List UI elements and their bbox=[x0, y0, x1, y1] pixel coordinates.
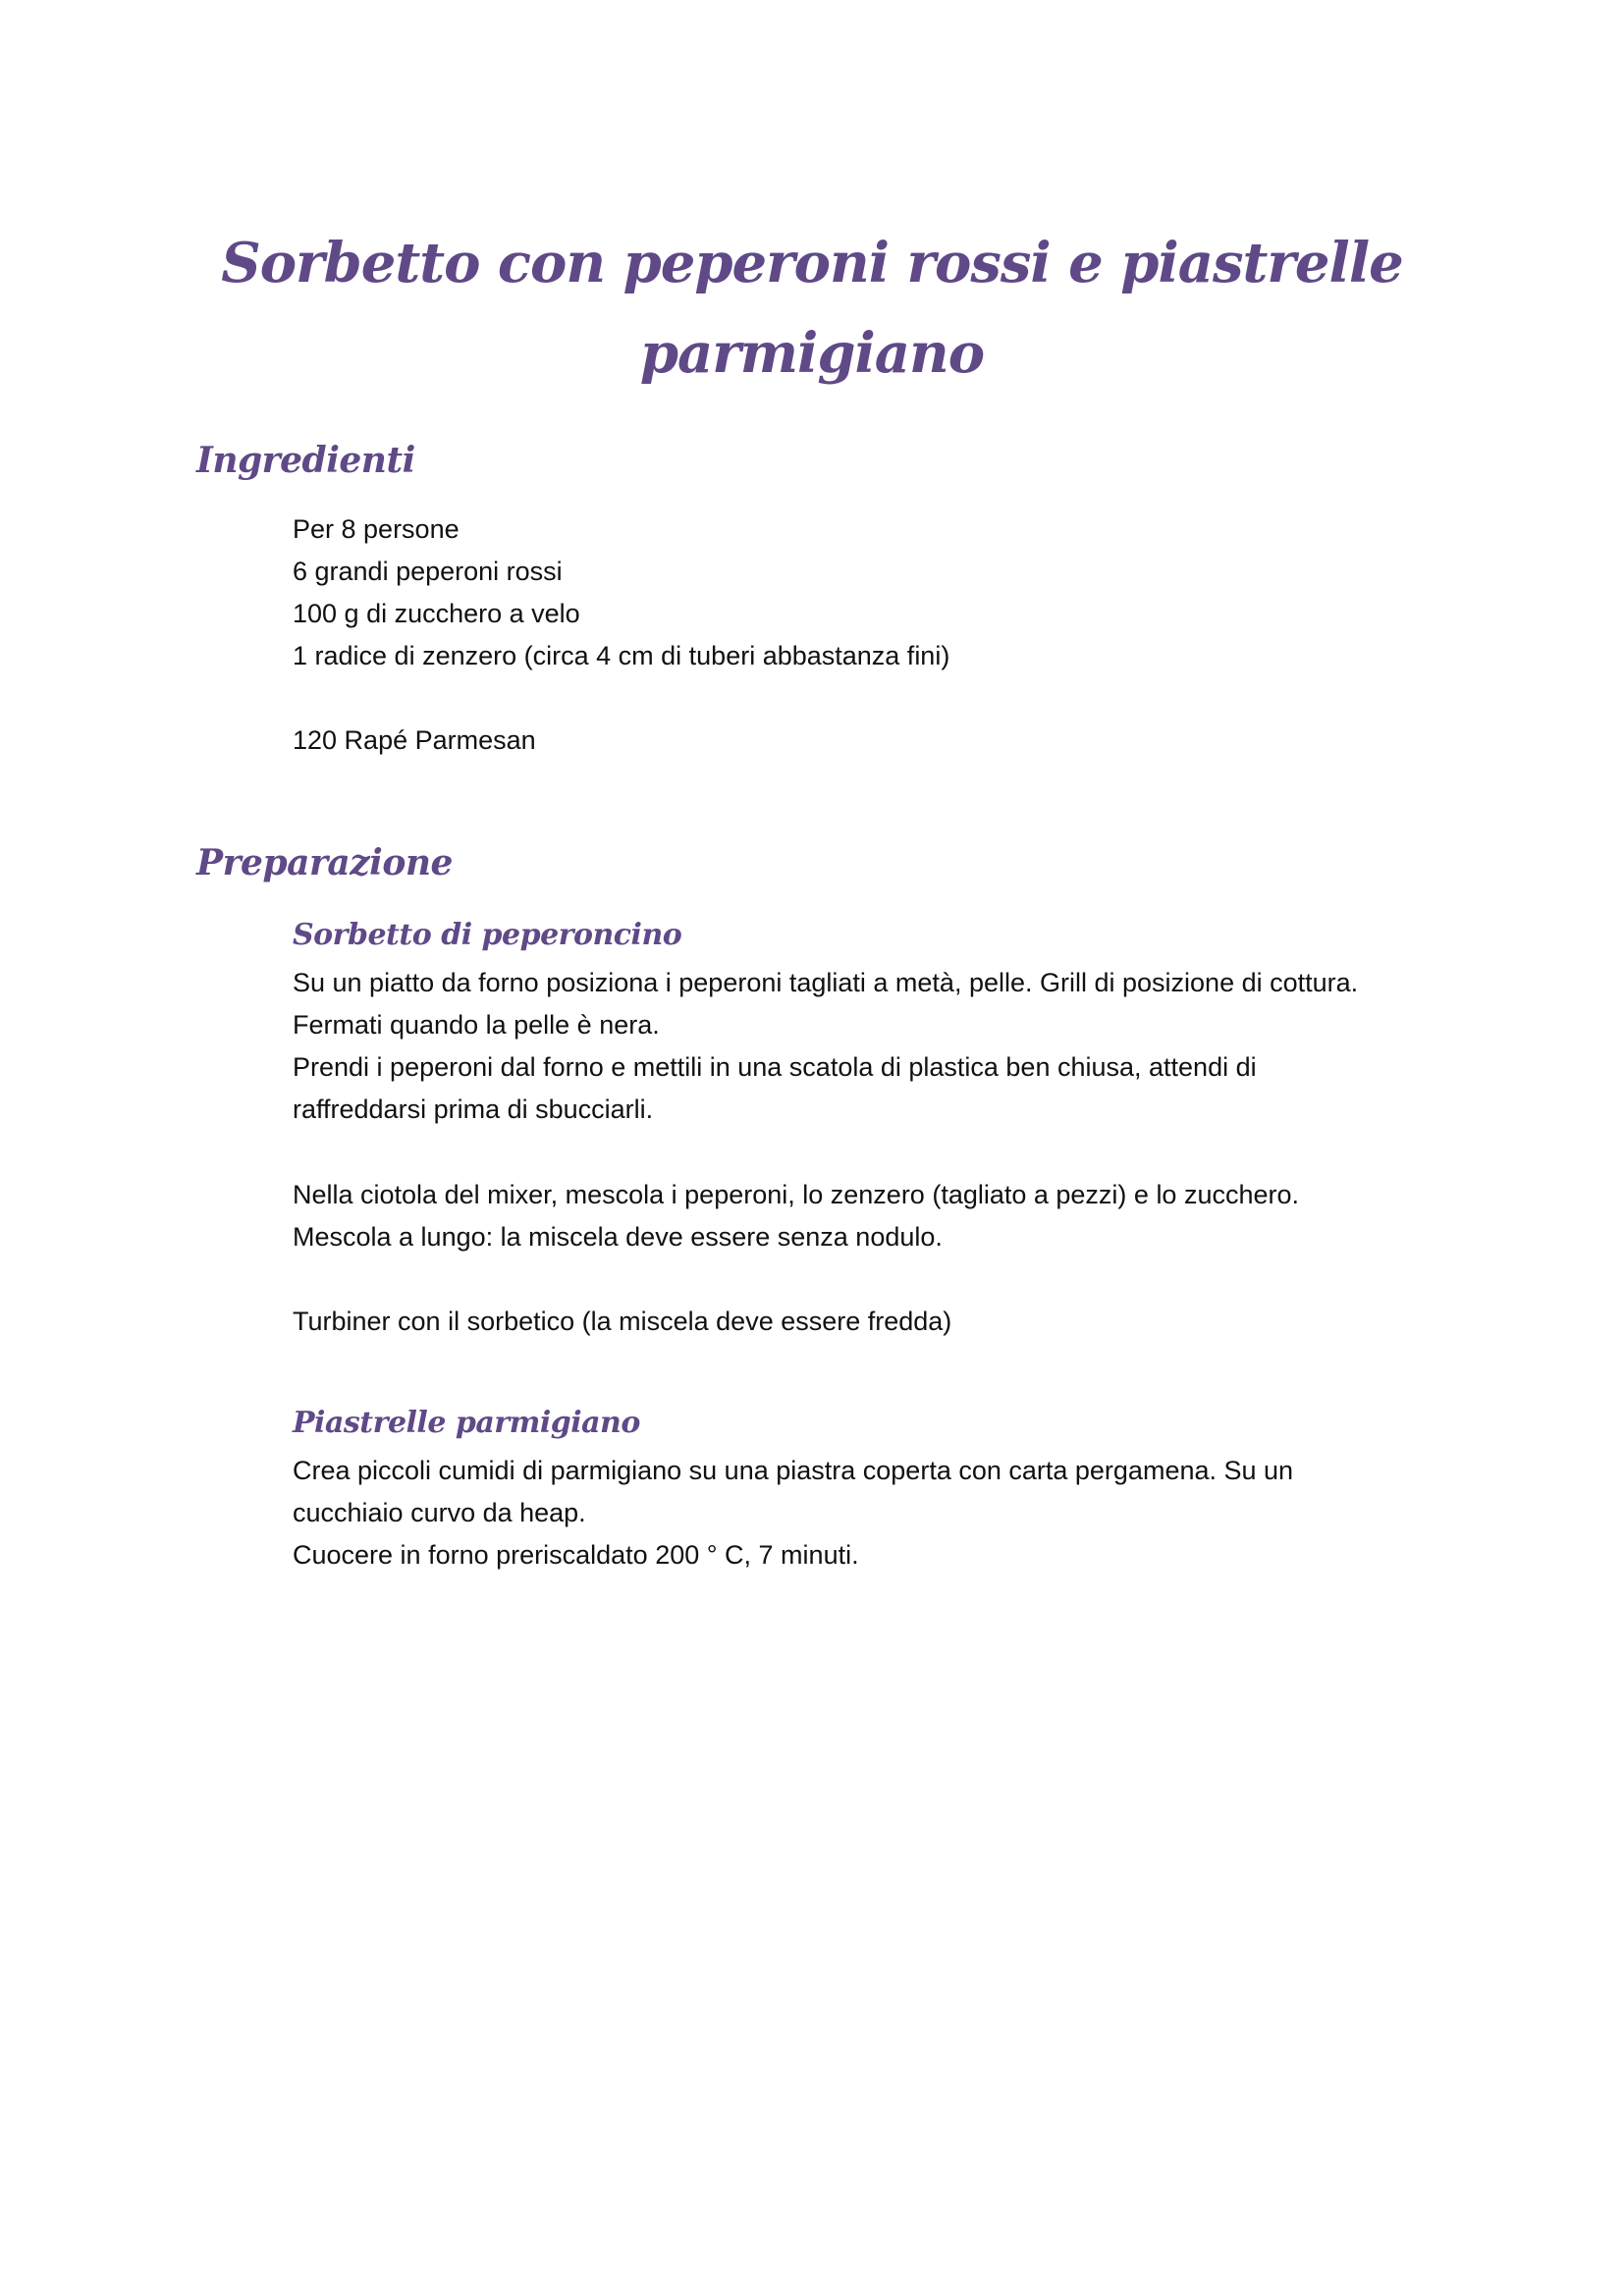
ingredient-line: 100 g di zucchero a velo bbox=[293, 599, 580, 628]
sorbet-paragraph-2 bbox=[293, 1174, 1451, 1258]
paragraph-line: raffreddarsi prima di sbucciarli. bbox=[293, 1095, 654, 1124]
ingredient-line: 120 Rapé Parmesan bbox=[293, 725, 536, 755]
paragraph-line: Turbiner con il sorbetico (la miscela deve essere fredda) bbox=[293, 1307, 952, 1336]
paragraph-line: Su un piatto da forno posiziona i peperoni tagliati a metà, pelle. Grill di posizione di cottura. bbox=[293, 968, 1359, 997]
ingredient-line: Per 8 persone bbox=[293, 514, 460, 544]
subheading-parmesan-tiles: Piastrelle parmigiano bbox=[293, 1406, 640, 1440]
document-title: Sorbetto con peperoni rossi e piastrelle parmigiano bbox=[221, 231, 1403, 386]
paragraph-line: Cuocere in forno preriscaldato 200 ° C, 7 minuti. bbox=[293, 1540, 859, 1570]
sorbet-paragraph-1 bbox=[293, 962, 1451, 1131]
paragraph-line: Prendi i peperoni dal forno e mettili in una scatola di plastica ben chiusa, attendi di bbox=[293, 1052, 1257, 1082]
paragraph-line: Crea piccoli cumidi di parmigiano su una piastra coperta con carta pergamena. Su un bbox=[293, 1456, 1294, 1485]
sorbet-paragraph-3 bbox=[293, 1301, 1451, 1343]
subheading-sorbet: Sorbetto di peperoncino bbox=[293, 918, 682, 952]
ingredient-line: 6 grandi peperoni rossi bbox=[293, 557, 563, 586]
heading-preparation: Preparazione bbox=[196, 842, 453, 883]
ingredient-line: 1 radice di zenzero (circa 4 cm di tuberi abbastanza fini) bbox=[293, 641, 950, 670]
ingredient-extra bbox=[293, 720, 1451, 762]
ingredients-list bbox=[293, 508, 1451, 677]
paragraph-line: Nella ciotola del mixer, mescola i peperoni, lo zenzero (tagliato a pezzi) e lo zucchero. bbox=[293, 1180, 1300, 1209]
tiles-paragraph bbox=[293, 1450, 1451, 1576]
paragraph-line: Mescola a lungo: la miscela deve essere senza nodulo. bbox=[293, 1222, 943, 1252]
heading-ingredients: Ingredienti bbox=[196, 440, 415, 481]
paragraph-line: cucchiaio curvo da heap. bbox=[293, 1498, 586, 1527]
paragraph-line: Fermati quando la pelle è nera. bbox=[293, 1010, 660, 1040]
